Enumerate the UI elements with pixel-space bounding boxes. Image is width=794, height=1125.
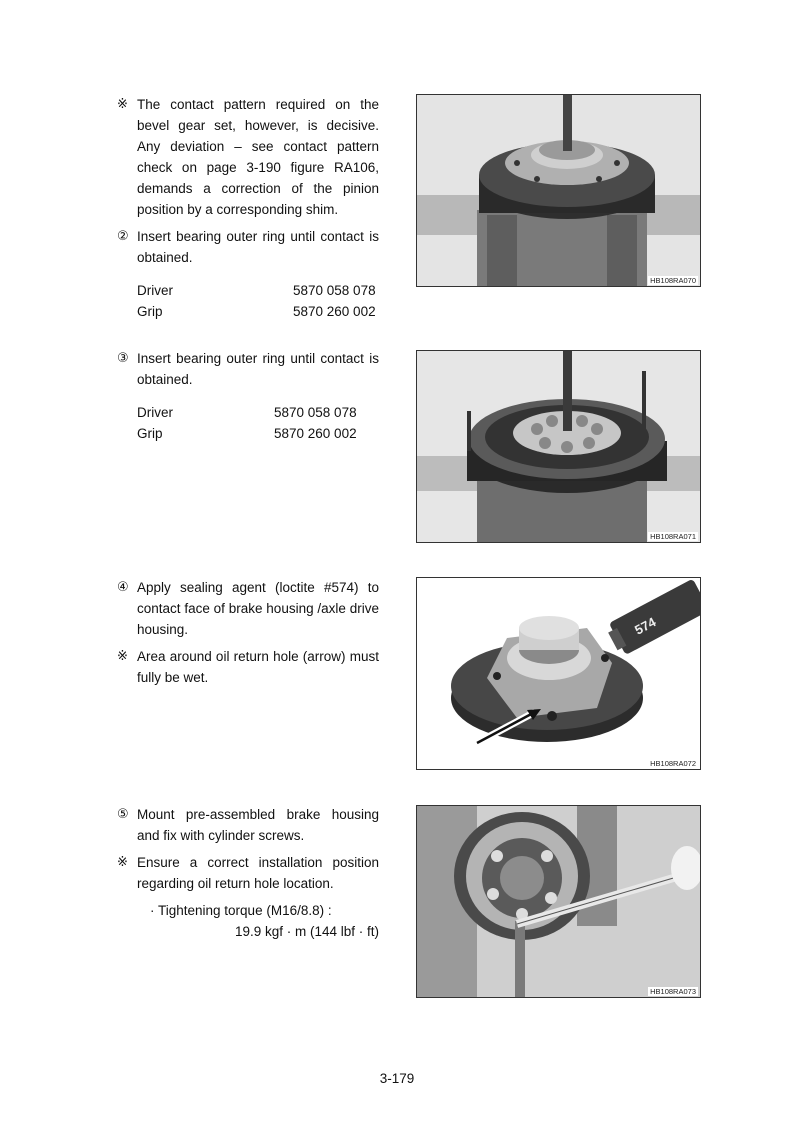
step-paragraph [117, 348, 379, 390]
figure-code: HB108RA071 [650, 532, 696, 541]
note-paragraph [117, 94, 379, 220]
step-marker: ③ [117, 351, 129, 366]
bearing-press-illustration [417, 95, 700, 286]
step-paragraph [117, 804, 379, 846]
figure-code: HB108RA070 [650, 276, 696, 285]
step-paragraph [117, 226, 379, 268]
figure-photo-1 [416, 94, 701, 287]
tool-row [117, 423, 379, 444]
paragraph-text: The contact pattern required on the bevel gear set, however, is decisive. Any deviation – see contact pattern check on page 3-190 figure RA106, demands a correction of the pinion position by a corresponding shim. [137, 97, 379, 217]
page-number: 3-179 [379, 1071, 415, 1086]
tool-number: 5870 058 078 [274, 405, 357, 420]
torque-spec-label: · Tightening torque (M16/8.8) : [150, 903, 332, 918]
section-2 [117, 348, 379, 444]
tool-row [117, 301, 379, 322]
tool-number: 5870 260 002 [274, 426, 357, 441]
tool-name: Driver [137, 405, 173, 420]
tool-number: 5870 260 002 [293, 304, 376, 319]
section-1 [117, 94, 379, 322]
sealing-agent-illustration [417, 578, 700, 769]
note-marker: ※ [117, 649, 128, 664]
figure-photo-2 [416, 350, 701, 543]
brake-housing-press-illustration [417, 351, 700, 542]
figure-photo-3 [416, 577, 701, 770]
step-marker: ⑤ [117, 807, 129, 822]
section-4 [117, 804, 379, 942]
step-paragraph [117, 577, 379, 640]
figure-code: HB108RA073 [650, 987, 696, 996]
paragraph-text: Insert bearing outer ring until contact is obtained. [137, 351, 379, 387]
paragraph-text: Mount pre-assembled brake housing and fix with cylinder screws. [137, 807, 379, 843]
figure-code: HB108RA072 [650, 759, 696, 768]
note-paragraph [117, 646, 379, 688]
note-paragraph [117, 852, 379, 894]
tool-number: 5870 058 078 [293, 283, 376, 298]
paragraph-text: Insert bearing outer ring until contact is obtained. [137, 229, 379, 265]
figure-photo-4 [416, 805, 701, 998]
tool-name: Grip [137, 304, 163, 319]
step-marker: ② [117, 229, 129, 244]
tool-row [117, 402, 379, 423]
paragraph-text: Ensure a correct installation position regarding oil return hole location. [137, 855, 379, 891]
paragraph-text: Area around oil return hole (arrow) must fully be wet. [137, 649, 379, 685]
bottle-label: 574 [632, 614, 659, 638]
tool-row [117, 280, 379, 301]
note-marker: ※ [117, 855, 128, 870]
torque-wrench-illustration [417, 806, 700, 997]
step-marker: ④ [117, 580, 129, 595]
tool-name: Grip [137, 426, 163, 441]
tool-name: Driver [137, 283, 173, 298]
torque-spec-value: 19.9 kgf · m (144 lbf · ft) [234, 924, 379, 939]
section-3 [117, 577, 379, 694]
paragraph-text: Apply sealing agent (loctite #574) to contact face of brake housing /axle drive housing. [137, 580, 379, 637]
note-marker: ※ [117, 97, 128, 112]
